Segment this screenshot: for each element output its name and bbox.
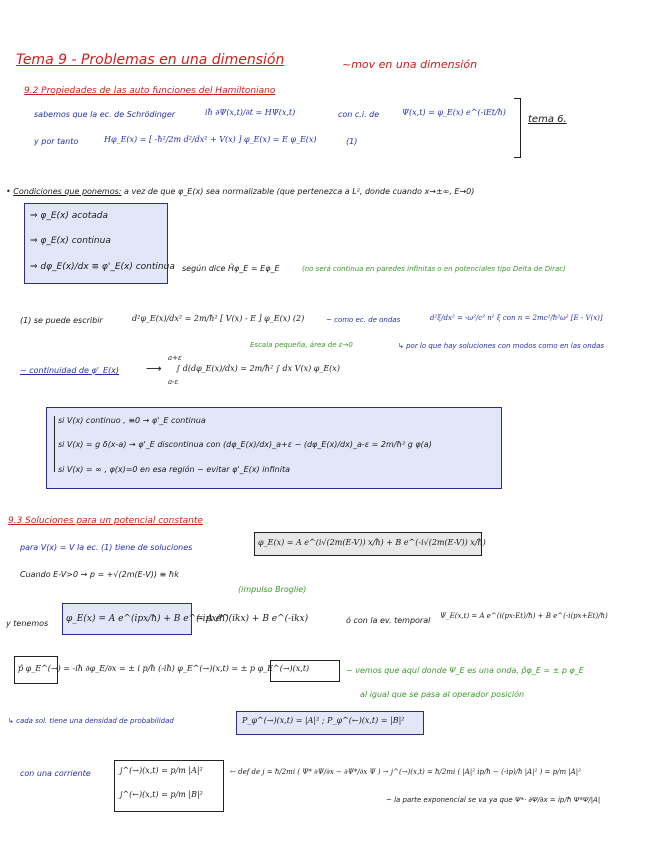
s93-line1: para V(x) = V la ec. (1) tiene de soluciones (20, 543, 193, 552)
continuity-note: (no será continua en paredes infinitas o en potenciales tipo Delta de Dirac) (302, 265, 566, 273)
green-note-2: al igual que se pasa al operador posición (360, 690, 525, 699)
green-note: Escala pequeña, área de ε→0 (250, 341, 353, 349)
eq1-label: (1) se puede escribir (20, 316, 103, 325)
continuity-eq: ∫ d(dφ_E(x)/dx) = 2m/ħ² ∫ dx V(x) φ_E(x) (176, 364, 340, 373)
condition-item: ⇒ φ_E(x) acotada (30, 211, 108, 221)
condition-item: ⇒ dφ_E(x)/dx ≡ φ'_E(x) continua (30, 262, 175, 272)
arrow-icon: ⟶ (146, 362, 162, 375)
s92-line1-sol: Ψ(x,t) = φ_E(x) e^(-iEt/ħ) (402, 108, 506, 117)
j-right: j^(→)(x,t) = p/m |A|² (120, 766, 203, 775)
s93-line2: Cuando E-V>0 → p = +√(2m(E-V)) ≡ ħk (20, 570, 179, 579)
s92-line2-text: y por tanto (34, 137, 79, 146)
broglie-note: (impulso Broglie) (238, 585, 307, 594)
density-eq: P_φ^(→)(x,t) = |A|² ; P_φ^(←)(x,t) = |B|² (242, 716, 405, 725)
case-item: si V(x) = ∞ , φ(x)=0 en esa región ~ evitar φ'_E(x) infinita (58, 465, 290, 474)
continuity-label: ~ continuidad de φ'_E(x) (20, 366, 119, 375)
p-operator-eq: p̂ φ_E^(→) = -iħ ∂φ_E/∂x = ± i p/ħ (-iħ) φ_E^(→)(x,t) = ± p φ_E^(→)(x,t) (18, 664, 310, 673)
current-def: ← def de j = ħ/2mi ( Ψ* ∂Ψ/∂x − ∂Ψ*/∂x Ψ ) → j^(→)(x,t) = ħ/2mi ( |A|² ip/ħ − (-ip)/ħ |A|² ) = p/m |A|² (230, 768, 581, 776)
eq1-comment: ~ como ec. de ondas (326, 316, 401, 324)
condition-item: ⇒ φ_E(x) continua (30, 236, 111, 246)
s92-line2-eq: Hφ_E(x) = [ -ħ²/2m d²/dx² + V(x) ] φ_E(x) = E φ_E(x) (104, 135, 317, 144)
case-item: si V(x) = g δ(x-a) → φ'_E discontinua con (dφ_E(x)/dx)_a+ε − (dφ_E(x)/dx)_a-ε = 2m/ħ² g φ(a) (58, 440, 432, 449)
segun-dice: según dice Ĥφ_E = Eφ_E (182, 264, 280, 273)
section-9-3-heading: 9.3 Soluciones para un potencial constante (8, 516, 203, 526)
conditions-line (6, 187, 474, 196)
limit-upper: a+ε (168, 354, 182, 362)
current-label: con una corriente (20, 769, 91, 778)
page-subtitle: ~mov en una dimensión (342, 58, 478, 71)
plane-wave-rest: = A e^(ikx) + B e^(-ikx) (196, 614, 309, 624)
s92-line1-text: sabemos que la ec. de Schrödinger (34, 110, 176, 119)
s92-line2-ref: (1) (346, 137, 358, 146)
wave-note: ↳ por lo que hay soluciones con modos como en las ondas (398, 342, 605, 350)
bullet-icon: • (6, 187, 14, 196)
density-label: ↳ cada sol. tiene una densidad de probabilidad (8, 717, 174, 725)
conditions-text: a vez de que φ_E(x) sea normalizable (que pertenezca a L², donde cuando x→±∞, E→0) (124, 187, 475, 196)
green-note-1: ~ vemos que aquí donde Ψ_E es una onda, p̂φ_E = ± p φ_E (346, 666, 584, 675)
temporal-label: ó con la ev. temporal (346, 616, 431, 625)
tema-ref: tema 6. (528, 114, 567, 125)
tenemos-label: y tenemos (6, 619, 49, 628)
conditions-lead: Condiciones que ponemos: (13, 187, 122, 196)
current-foot: ~ la parte exponencial se va ya que Ψ*· ∂Ψ/∂x = ip/ħ Ψ*Ψ/|A| (386, 796, 601, 804)
temporal-eq: Ψ_E(x,t) = A e^(i(px-Et)/ħ) + B e^(-i(px+Et)/ħ) (440, 612, 608, 620)
page-title-text: Tema 9 - Problemas en una dimensión (16, 52, 285, 68)
brace (514, 98, 521, 158)
eq1-eq: d²φ_E(x)/dx² = 2m/ħ² [ V(x) - E ] φ_E(x) (2) (132, 314, 305, 323)
solution-eq: φ_E(x) = A e^(i√(2m(E-V)) x/ħ) + B e^(-i√(2m(E-V)) x/ħ) (258, 538, 486, 547)
plane-wave-eq: φ_E(x) = A e^(ipx/ħ) + B e^(-ipx/ħ) (66, 614, 229, 624)
limit-lower: a-ε (168, 378, 179, 386)
j-left: j^(←)(x,t) = p/m |B|² (120, 790, 203, 799)
page-title (16, 52, 284, 68)
section-9-2-heading: 9.2 Propiedades de las auto funciones del Hamiltoniano (24, 86, 276, 96)
case-item: si V(x) continuo , ≡0 → φ'_E continua (58, 416, 206, 425)
s92-line1-cond: con c.i. de (338, 110, 380, 119)
s92-line1-eq: iħ ∂Ψ(x,t)/∂t = HΨ(x,t) (205, 108, 296, 117)
wave-eq: d²ξ/dx² = -ω²/c² n² ξ con n = 2mc²/ħ²ω² [E - V(x)] (430, 314, 603, 322)
